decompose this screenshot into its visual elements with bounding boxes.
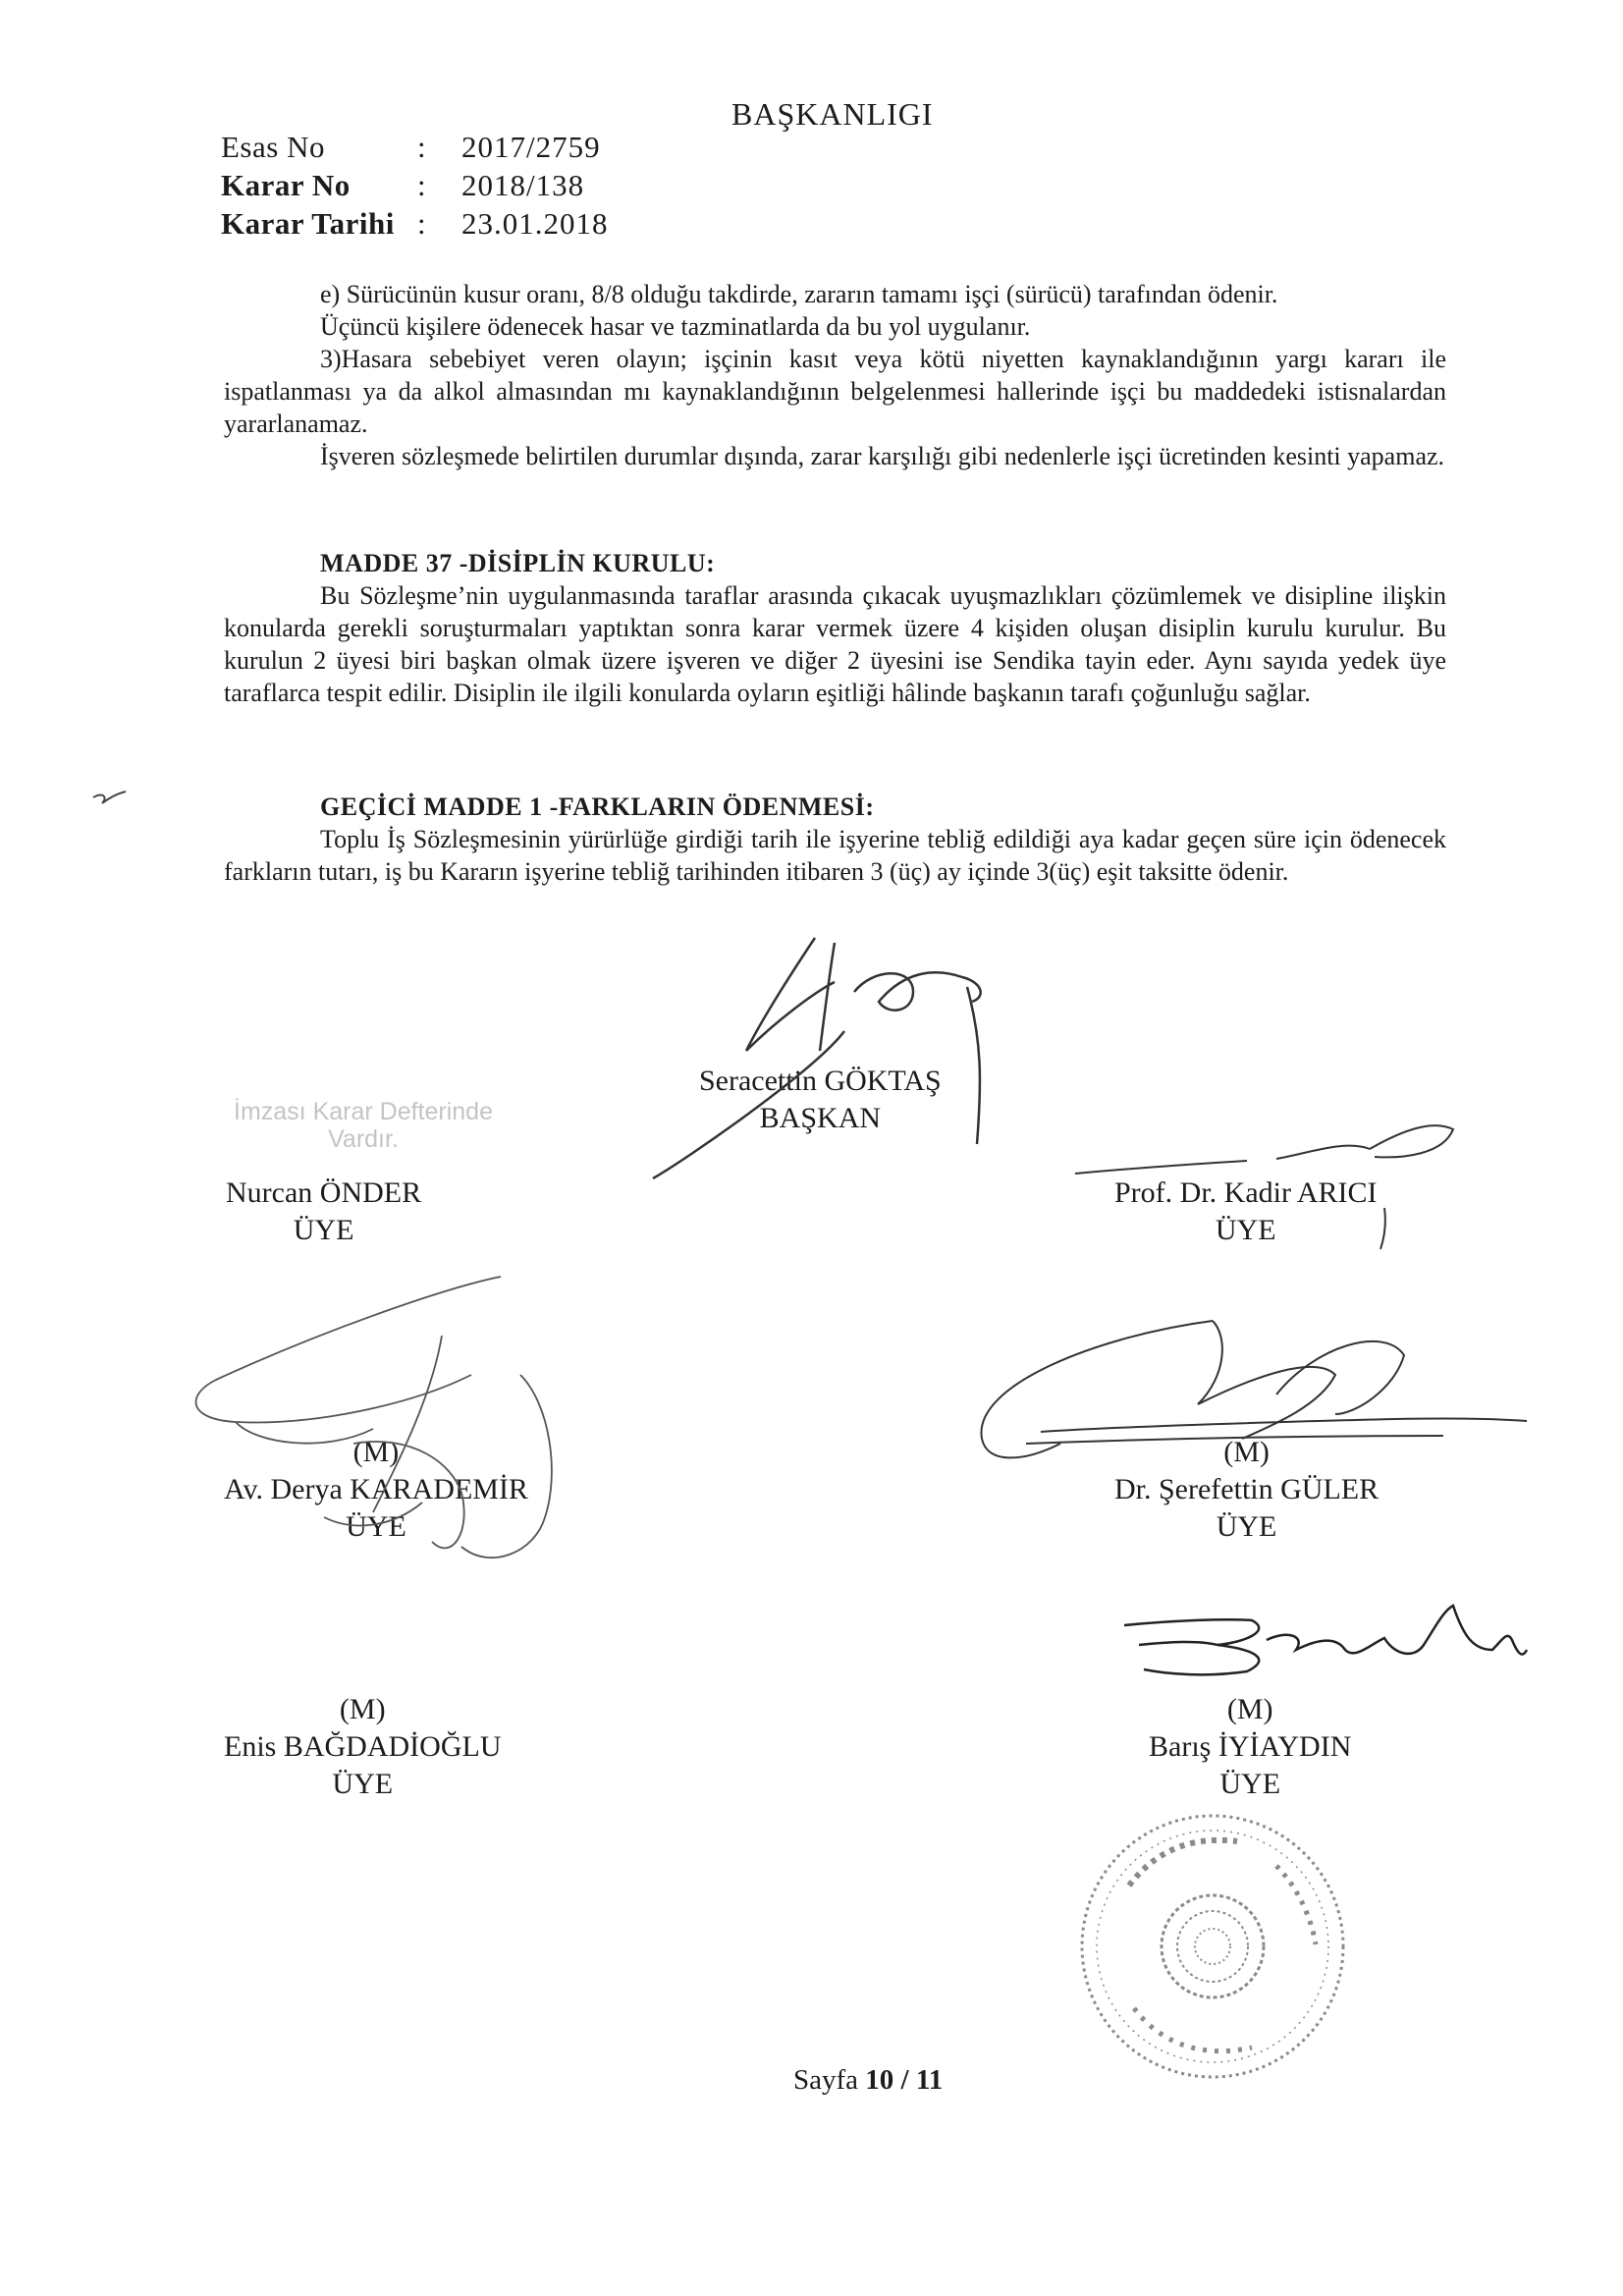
karademir-name: Av. Derya KARADEMİR: [224, 1473, 528, 1505]
bagdadioglu-mark: (M): [339, 1693, 386, 1725]
chair-signature-icon: [653, 938, 981, 1178]
onder-name: Nurcan ÖNDER: [226, 1176, 422, 1209]
article-37-text: Bu Sözleşme’nin uygulanmasında taraflar arasında çıkacak uyuşmazlıkları çözümlemek ve disipline ilişkin konularda gerekli soruşturmaları yaptıktan sonra karar vermek üzere 4 kişiden oluşan disiplin kurulu kurulur. Bu kurulun 2 üyesi biri başkan olmak üzere işveren ve diğer 2 üyesini ise Sendika tayin eder. Aynı sayıda yedek üye taraflarca tespit edilir. Disiplin ile ilgili konularda oyların eşitliği hâlinde başkanın tarafı çoğunluğu sağlar.: [224, 581, 1446, 707]
guler-mark: (M): [1223, 1436, 1270, 1468]
article-37-heading: MADDE 37 -DİSİPLİN KURULU:: [320, 549, 716, 577]
office-title: BAŞKANLIGI: [731, 96, 934, 132]
provisional-article-heading: GEÇİCİ MADDE 1 -FARKLARIN ÖDENMESİ:: [320, 793, 875, 821]
guler-signatory: [1114, 1434, 1379, 1546]
karar-tarihi-row: [221, 204, 609, 243]
karar-no-value: 2018/138: [461, 168, 585, 202]
bagdadioglu-title: ÜYE: [332, 1768, 394, 1800]
provisional-article-1: [224, 791, 1446, 888]
esas-no-value: 2017/2759: [461, 130, 601, 164]
page-number: [793, 2064, 943, 2097]
karar-tarihi-label: Karar Tarihi: [221, 206, 395, 241]
decision-body: [224, 278, 1446, 472]
signature-book-stamp: İmzası Karar Defterinde Vardır.: [234, 1098, 493, 1153]
esas-no-colon: :: [417, 130, 426, 164]
arici-name: Prof. Dr. Kadir ARICI: [1114, 1176, 1378, 1209]
karar-no-colon: :: [417, 168, 426, 202]
karademir-title: ÜYE: [346, 1510, 406, 1543]
arici-title: ÜYE: [1215, 1214, 1276, 1246]
karar-tarihi-value: 23.01.2018: [461, 206, 609, 241]
employer-deduction-clause: İşveren sözleşmede belirtilen durumlar dışında, zarar karşılığı gibi nedenlerle işçi ücretinden kesinti yapamaz.: [320, 442, 1445, 470]
karademir-signatory: [224, 1434, 528, 1546]
bagdadioglu-name: Enis BAĞDADİOĞLU: [224, 1730, 502, 1763]
karar-no-label: Karar No: [221, 168, 351, 202]
iyiaydin-name: Barış İYİAYDIN: [1149, 1730, 1352, 1763]
esas-no-row: [221, 128, 609, 166]
iyiaydin-title: ÜYE: [1219, 1768, 1281, 1800]
karar-tarihi-colon: :: [417, 206, 426, 241]
case-metadata: [221, 128, 609, 243]
iyiaydin-signature-icon: [1124, 1606, 1527, 1674]
chair-title: BAŞKAN: [759, 1102, 882, 1134]
clause-3: 3)Hasara sebebiyet veren olayın; işçinin kasıt veya kötü niyetten kaynaklandığının yargı kararı ile ispatlanması ya da alkol almasından mı kaynaklandığının belgelenmesi hallerinde işçi bu maddedeki istisnalardan yararlanamaz.: [224, 345, 1446, 438]
iyiaydin-mark: (M): [1226, 1693, 1273, 1725]
article-37: [224, 547, 1446, 709]
bagdadioglu-signatory: [224, 1691, 501, 1803]
guler-name: Dr. Şerefettin GÜLER: [1114, 1473, 1380, 1505]
page-label: Sayfa: [793, 2064, 859, 2096]
provisional-article-text: Toplu İş Sözleşmesinin yürürlüğe girdiği tarih ile işyerine tebliğ edildiği aya kadar geçen süre için ödenecek farkların tutarı, iş bu Kararın işyerine tebliğ tarihinden itibaren 3 (üç) ay içinde 3(üç) eşit taksitte ödenir.: [224, 825, 1446, 886]
iyiaydin-signatory: [1149, 1691, 1351, 1803]
chair-name: Seracettin GÖKTAŞ: [699, 1065, 942, 1097]
karar-no-row: [221, 166, 609, 204]
clause-e: e) Sürücünün kusur oranı, 8/8 olduğu takdirde, zararın tamamı işçi (sürücü) tarafından ödenir.: [320, 280, 1278, 308]
onder-signatory: [226, 1175, 421, 1249]
arici-signatory: [1114, 1175, 1377, 1249]
karademir-mark: (M): [352, 1436, 400, 1468]
onder-title: ÜYE: [293, 1214, 354, 1246]
third-party-clause: Üçüncü kişilere ödenecek hasar ve tazminatlarda da bu yol uygulanır.: [320, 312, 1031, 341]
stray-mark-icon: [93, 792, 126, 803]
esas-no-label: Esas No: [221, 130, 325, 164]
official-seal-icon: [1082, 1816, 1343, 2077]
chair-signatory: [699, 1063, 942, 1137]
page-num: 10 / 11: [865, 2064, 944, 2096]
guler-title: ÜYE: [1216, 1510, 1277, 1543]
